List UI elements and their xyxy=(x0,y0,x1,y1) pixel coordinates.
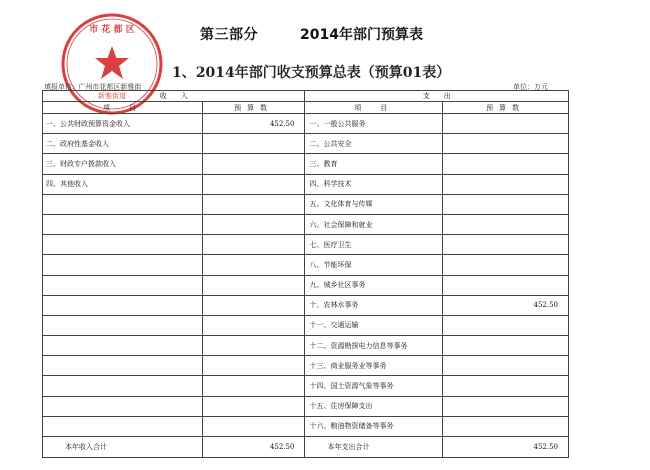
expense-amount-cell xyxy=(443,376,569,396)
expense-amount-cell: 452.50 xyxy=(443,295,569,315)
table-row xyxy=(43,356,569,376)
expense-item-cell: 十六、粮油物资储备等事务 xyxy=(305,416,443,436)
total-expense-label: 本年支出合计 xyxy=(305,437,443,458)
expense-item-cell: 五、文化体育与传媒 xyxy=(305,194,443,214)
income-amount-cell xyxy=(202,416,305,436)
expense-amount-cell xyxy=(443,315,569,335)
expense-amount-cell xyxy=(443,134,569,154)
expense-item-cell: 十二、资源勘探电力信息等事务 xyxy=(305,336,443,356)
document-title: 2014年部门预算表 xyxy=(300,27,423,43)
income-item-cell xyxy=(43,194,203,214)
income-amount-cell xyxy=(202,235,305,255)
income-item-cell xyxy=(43,315,203,335)
income-amount-cell xyxy=(202,315,305,335)
expense-item-cell: 三、教育 xyxy=(305,154,443,174)
income-amount-cell xyxy=(202,396,305,416)
table-row xyxy=(43,275,569,295)
svg-text:新雅街道: 新雅街道 xyxy=(98,92,126,100)
income-group-header: 收 入 xyxy=(43,91,305,102)
expense-item-cell: 八、节能环保 xyxy=(305,255,443,275)
expense-amount-cell xyxy=(443,396,569,416)
expense-amount-cell xyxy=(443,114,569,134)
table-row xyxy=(43,154,569,174)
totals-row xyxy=(43,437,569,458)
table-title: 1、2014年部门收支预算总表（预算01表） xyxy=(172,65,451,81)
income-amount-cell xyxy=(202,174,305,194)
income-item-cell xyxy=(43,214,203,234)
expense-item-cell: 二、公共安全 xyxy=(305,134,443,154)
income-item-header: 项 目 xyxy=(43,102,203,114)
income-item-cell xyxy=(43,275,203,295)
expense-amount-cell xyxy=(443,174,569,194)
expense-item-cell: 九、城乡社区事务 xyxy=(305,275,443,295)
total-expense-amount: 452.50 xyxy=(443,437,569,458)
income-item-cell: 三、财政专户拨款收入 xyxy=(43,154,203,174)
income-item-cell xyxy=(43,416,203,436)
expense-item-cell: 七、医疗卫生 xyxy=(305,235,443,255)
income-amount-cell xyxy=(202,134,305,154)
income-amount-cell xyxy=(202,376,305,396)
expense-item-header: 项 目 xyxy=(305,102,443,114)
expense-amount-cell xyxy=(443,255,569,275)
expense-budget-header: 预算数 xyxy=(443,102,569,114)
table-row xyxy=(43,134,569,154)
filing-unit-name: 广州市花都区新雅街 xyxy=(78,83,142,91)
table-row xyxy=(43,194,569,214)
expense-amount-cell xyxy=(443,214,569,234)
income-item-cell xyxy=(43,295,203,315)
income-item-cell: 一、公共财政预算资金收入 xyxy=(43,114,203,134)
income-amount-cell xyxy=(202,154,305,174)
income-budget-header: 预算数 xyxy=(202,102,305,114)
income-amount-cell xyxy=(202,194,305,214)
income-item-cell: 二、政府性基金收入 xyxy=(43,134,203,154)
table-row xyxy=(43,396,569,416)
expense-amount-cell xyxy=(443,336,569,356)
currency-unit: 单位：万元 xyxy=(513,83,548,91)
income-item-cell xyxy=(43,235,203,255)
expense-amount-cell xyxy=(443,235,569,255)
table-row xyxy=(43,174,569,194)
income-item-cell xyxy=(43,336,203,356)
expense-item-cell: 十四、国土资源气象等事务 xyxy=(305,376,443,396)
income-item-cell xyxy=(43,356,203,376)
svg-text:市 花 都 区: 市 花 都 区 xyxy=(89,25,135,35)
income-amount-cell xyxy=(202,255,305,275)
total-income-amount: 452.50 xyxy=(202,437,305,458)
table-row xyxy=(43,255,569,275)
total-income-label: 本年收入合计 xyxy=(43,437,203,458)
expense-amount-cell xyxy=(443,356,569,376)
income-amount-cell xyxy=(202,336,305,356)
income-amount-cell: 452.50 xyxy=(202,114,305,134)
income-item-cell xyxy=(43,376,203,396)
income-item-cell: 四、其他收入 xyxy=(43,174,203,194)
budget-summary-table xyxy=(42,90,569,458)
expense-item-cell: 一、一般公共服务 xyxy=(305,114,443,134)
expense-amount-cell xyxy=(443,194,569,214)
expense-item-cell: 十一、交通运输 xyxy=(305,315,443,335)
expense-item-cell: 六、社会保障和就业 xyxy=(305,214,443,234)
table-row xyxy=(43,416,569,436)
expense-amount-cell xyxy=(443,416,569,436)
section-title: 第三部分 xyxy=(200,27,258,43)
income-amount-cell xyxy=(202,356,305,376)
income-amount-cell xyxy=(202,275,305,295)
expense-item-cell: 十三、商业服务业等事务 xyxy=(305,356,443,376)
table-row xyxy=(43,295,569,315)
table-row xyxy=(43,214,569,234)
income-item-cell xyxy=(43,255,203,275)
table-row xyxy=(43,376,569,396)
income-amount-cell xyxy=(202,295,305,315)
expense-item-cell: 十、农林水事务 xyxy=(305,295,443,315)
income-item-cell xyxy=(43,396,203,416)
expense-group-header: 支 出 xyxy=(305,91,569,102)
table-row xyxy=(43,336,569,356)
table-row xyxy=(43,235,569,255)
expense-amount-cell xyxy=(443,275,569,295)
expense-item-cell: 十五、住房保障支出 xyxy=(305,396,443,416)
expense-amount-cell xyxy=(443,154,569,174)
filing-unit-label: 填报单位: xyxy=(44,83,75,91)
income-amount-cell xyxy=(202,214,305,234)
table-row xyxy=(43,315,569,335)
table-row xyxy=(43,114,569,134)
expense-item-cell: 四、科学技术 xyxy=(305,174,443,194)
